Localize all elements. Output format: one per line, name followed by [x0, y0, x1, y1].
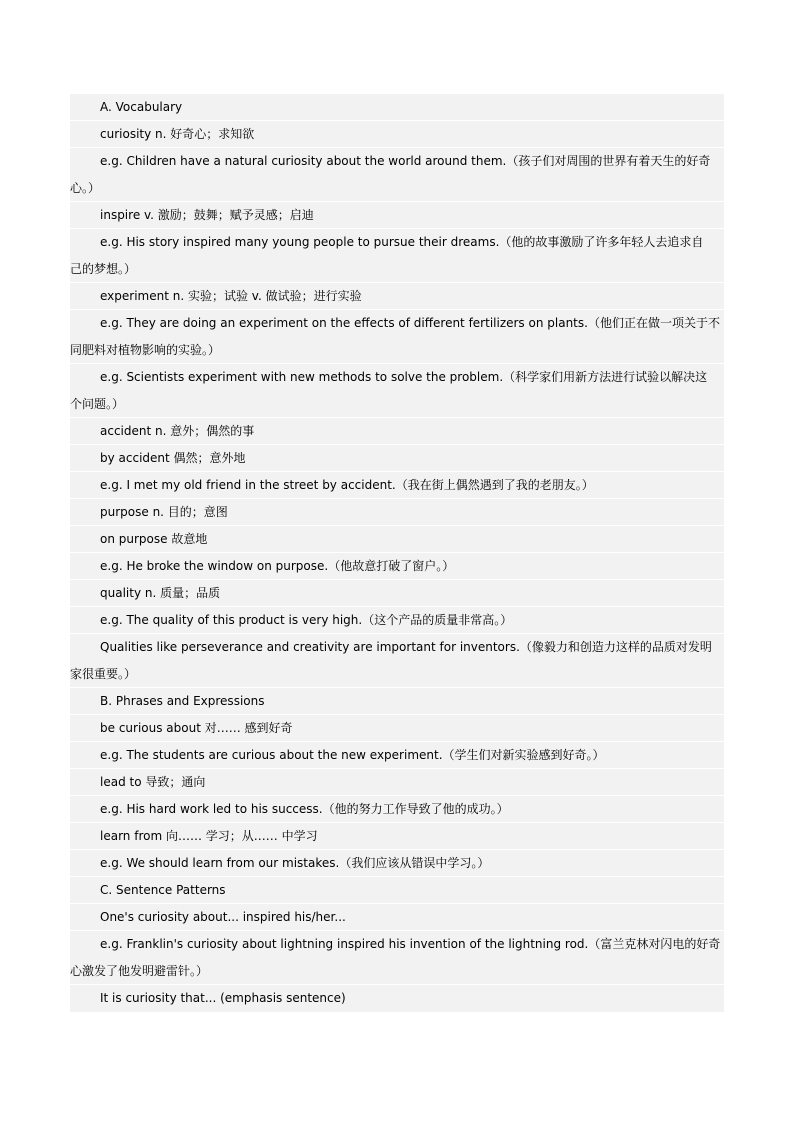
example-sentence: e.g. I met my old friend in the street by accident.（我在街上偶然遇到了我的老朋友。） [70, 472, 724, 499]
sentence-pattern: It is curiosity that... (emphasis sentence) [100, 991, 346, 1005]
example-sentence: e.g. Franklin's curiosity about lightning inspired his invention of the lightning rod.（富兰克林对闪电的好奇 心激发了他发明避雷针。） [70, 931, 724, 985]
document-content [70, 94, 724, 1012]
vocab-entry: on purpose 故意地 [70, 526, 724, 553]
example-sentence: e.g. His story inspired many young people to pursue their dreams.（他的故事激励了许多年轻人去追求自 己的梦想。） [70, 229, 724, 283]
vocab-entry: purpose n. 目的；意图 [70, 499, 724, 526]
example-sentence: e.g. Scientists experiment with new methods to solve the problem.（科学家们用新方法进行试验以解决这 个问题。） [70, 364, 724, 418]
example-sentence: e.g. His hard work led to his success.（他的努力工作导致了他的成功。） [70, 796, 724, 823]
phrase-entry: lead to 导致；通向 [70, 769, 724, 796]
vocab-entry: by accident 偶然；意外地 [70, 445, 724, 472]
vocab-entry: curiosity n. 好奇心；求知欲 [70, 121, 724, 148]
heading-sentence-patterns: C. Sentence Patterns [70, 877, 724, 904]
example-sentence: e.g. The students are curious about the new experiment.（学生们对新实验感到好奇。） [70, 742, 724, 769]
example-sentence: e.g. They are doing an experiment on the effects of different fertilizers on plants.（他们正在做一项关于不 同肥料对植物影响的实验。） [70, 310, 724, 364]
vocab-entry: quality n. 质量；品质 [70, 580, 724, 607]
example-sentence: e.g. We should learn from our mistakes.（我们应该从错误中学习。） [70, 850, 724, 877]
example-sentence: e.g. He broke the window on purpose.（他故意打破了窗户。） [70, 553, 724, 580]
vocab-entry: inspire v. 激励；鼓舞；赋予灵感；启迪 [70, 202, 724, 229]
heading-vocabulary: A. Vocabulary [70, 94, 724, 121]
phrase-entry: learn from 向…… 学习；从…… 中学习 [70, 823, 724, 850]
vocab-entry: experiment n. 实验；试验 v. 做试验；进行实验 [70, 283, 724, 310]
sentence-pattern: One's curiosity about... inspired his/her... [70, 904, 724, 931]
phrase-entry: be curious about 对…… 感到好奇 [70, 715, 724, 742]
example-sentence: e.g. Children have a natural curiosity about the world around them.（孩子们对周围的世界有着天生的好奇 心。） [70, 148, 724, 202]
example-sentence: e.g. The quality of this product is very high.（这个产品的质量非常高。） [70, 607, 724, 634]
example-sentence: Qualities like perseverance and creativity are important for inventors.（像毅力和创造力这样的品质对发明 家很重要。） [70, 634, 724, 688]
vocab-entry: accident n. 意外；偶然的事 [70, 418, 724, 445]
heading-phrases: B. Phrases and Expressions [70, 688, 724, 715]
